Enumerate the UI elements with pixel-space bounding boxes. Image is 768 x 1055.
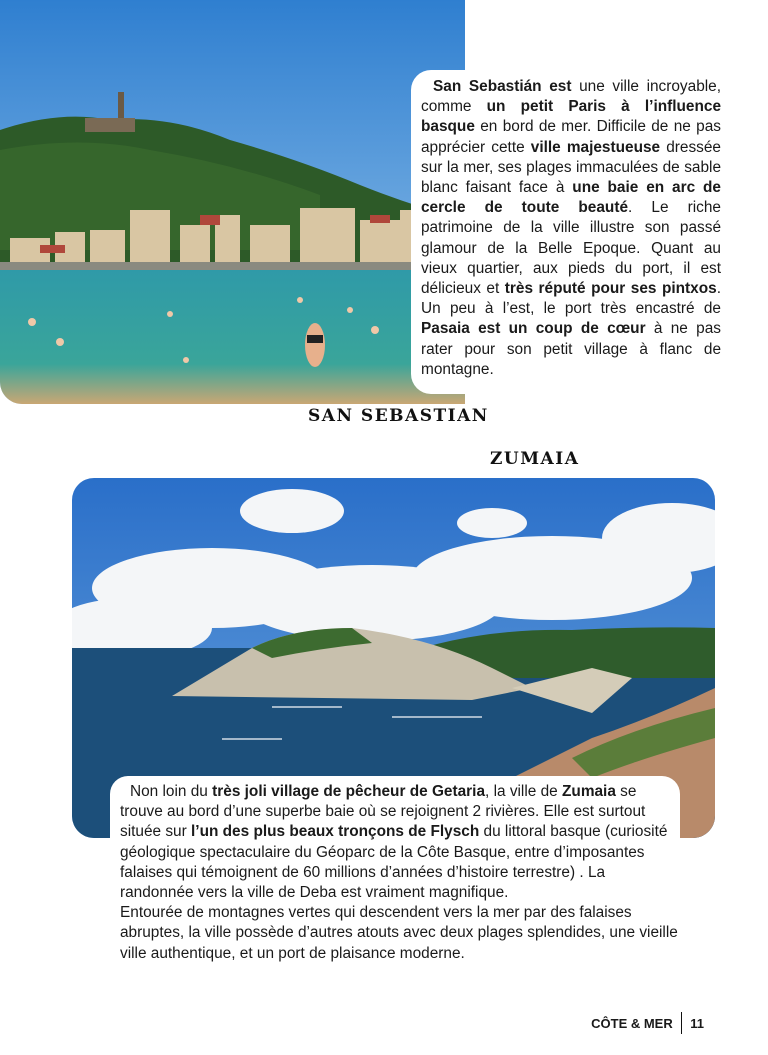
text-run: se trouve au bord d’une superbe baie où se rejoignent 2 rivières. Elle est surtout située sur <box>120 783 646 841</box>
text-run: San Sebastián est <box>433 78 572 95</box>
section-heading-zumaia: ZUMAIA <box>490 449 580 469</box>
text-run: dressée sur la mer, ses plages immaculées de sable blanc faisant face à <box>421 138 721 197</box>
text-run: à ne pas rater pour son petit village à flanc de montagne. <box>421 320 721 378</box>
footer-divider <box>681 1012 683 1034</box>
page-footer <box>591 1012 704 1034</box>
text-run: très réputé pour ses pintxos <box>504 280 717 298</box>
zumaia-paragraph-2: Entourée de montagnes vertes qui descendent vers la mer par des falaises abruptes, la ville possède d’autres atouts avec deux plages splendides, une vieille ville authentique, et un port de plaisance moderne. <box>120 904 678 962</box>
zumaia-paragraph-1 <box>120 782 680 903</box>
text-run: . Le riche patrimoine de la ville illustre son passé glamour de la Belle Epoque. Quant au vieux quartier, aux pieds du port, il est délicieux et <box>421 199 721 298</box>
text-run: . Un peu à l’est, le port très encastré de <box>421 280 721 318</box>
text-run: Non loin du <box>130 783 213 800</box>
text-run: un petit Paris à l’influence basque <box>421 98 722 136</box>
text-run: l’un des plus beaux tronçons de Flysch <box>191 823 480 841</box>
text-run: , la ville de <box>485 783 563 800</box>
text-run: ville majestueuse <box>530 138 661 156</box>
text-run: du littoral basque (curiosité géologique spectaculaire du Géoparc de la Côte Basque, entre d’imposantes falaises qui témoignent de 60 millions d’années d’histoire terrestre) . La randonnée vers la ville de Deba est vraiment magnifique. <box>120 823 668 902</box>
text-run: Zumaia <box>562 783 616 800</box>
san-sebastian-illustration <box>0 0 465 404</box>
page-number: 11 <box>690 1015 704 1031</box>
text-run: en bord de mer. Difficile de ne pas apprécier cette <box>421 118 721 156</box>
text-run: une ville incroyable, comme <box>421 78 722 116</box>
magazine-name: CÔTE & MER <box>591 1015 673 1031</box>
san-sebastian-paragraph <box>421 77 721 380</box>
text-run: Pasaia est un coup de cœur <box>421 320 646 338</box>
text-run: une baie en arc de cercle de toute beauté <box>421 179 721 217</box>
zumaia-description <box>110 776 680 968</box>
san-sebastian-description <box>411 70 721 394</box>
text-run: très joli village de pêcheur de Getaria <box>212 783 486 800</box>
section-heading-san-sebastian: SAN SEBASTIAN <box>308 406 489 426</box>
san-sebastian-photo <box>0 0 465 404</box>
